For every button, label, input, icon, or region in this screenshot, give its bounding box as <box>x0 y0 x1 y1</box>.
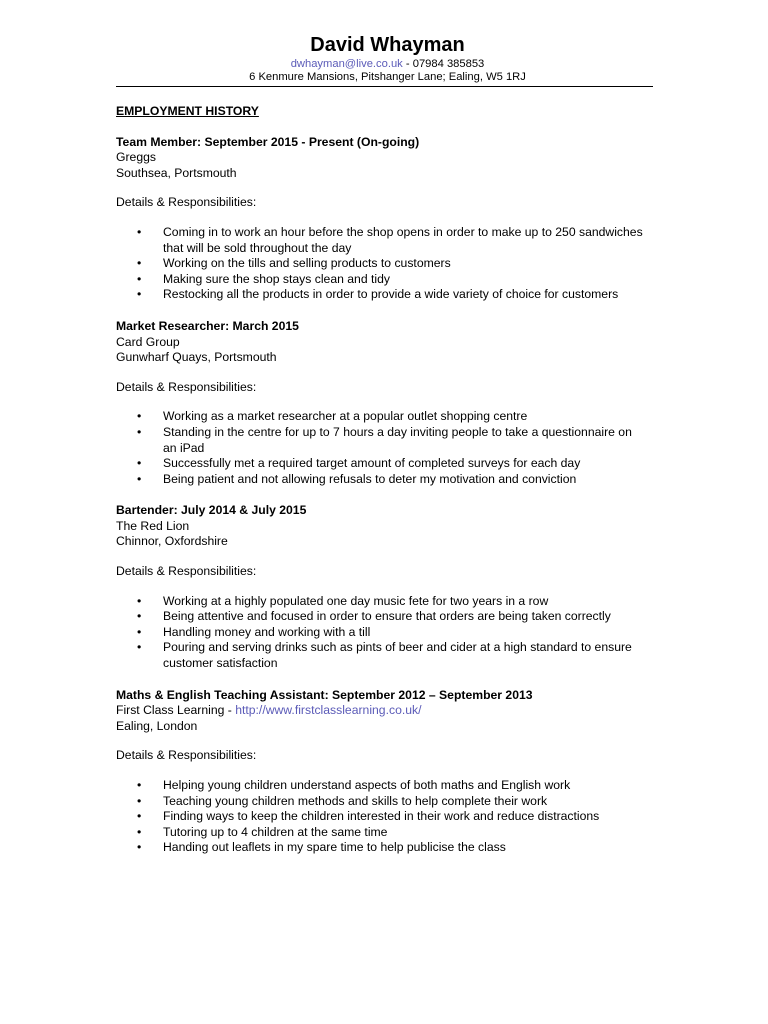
job-company: Greggs <box>116 150 156 165</box>
details-label: Details & Responsibilities: <box>116 748 257 763</box>
job-title: Maths & English Teaching Assistant: September 2012 – September 2013 <box>116 687 533 702</box>
bullet-icon: • <box>137 624 142 639</box>
list-item: • Being patient and not allowing refusals to deter my motivation and conviction <box>137 471 577 486</box>
list-item: • Coming in to work an hour before the shop opens in order to make up to 250 sandwiches that will be sold throughout the day <box>137 224 643 255</box>
details-label: Details & Responsibilities: <box>116 195 257 210</box>
header-divider <box>116 86 653 87</box>
bullet-icon: • <box>137 256 142 271</box>
list-item: • Finding ways to keep the children interested in their work and reduce distractions <box>137 809 600 824</box>
bullet-icon: • <box>137 840 142 855</box>
contact-separator: - <box>402 58 413 70</box>
bullet-icon: • <box>137 640 142 655</box>
duties-list <box>116 225 653 303</box>
list-item: • Working as a market researcher at a popular outlet shopping centre <box>137 409 528 424</box>
job-title: Market Researcher: March 2015 <box>116 318 299 333</box>
job-title: Team Member: September 2015 - Present (On-going) <box>116 134 420 149</box>
job-location: Chinnor, Oxfordshire <box>116 534 228 549</box>
list-item: • Making sure the shop stays clean and tidy <box>137 271 390 286</box>
bullet-icon: • <box>137 424 142 439</box>
bullet-icon: • <box>137 287 142 302</box>
list-item: • Working on the tills and selling products to customers <box>137 256 451 271</box>
bullet-icon: • <box>137 456 142 471</box>
job-company: Card Group <box>116 334 180 349</box>
job-entry <box>116 135 653 303</box>
job-entry <box>116 319 653 487</box>
job-location: Ealing, London <box>116 718 198 733</box>
list-item: • Teaching young children methods and skills to help complete their work <box>137 793 548 808</box>
bullet-icon: • <box>137 609 142 624</box>
job-entry <box>116 503 653 671</box>
list-item: • Being attentive and focused in order to ensure that orders are being taken correctly <box>137 609 611 624</box>
list-item: • Pouring and serving drinks such as pints of beer and cider at a high standard to ensure customer satisfaction <box>137 640 632 671</box>
duties-list <box>116 778 653 856</box>
bullet-icon: • <box>137 471 142 486</box>
bullet-icon: • <box>137 271 142 286</box>
bullet-icon: • <box>137 809 142 824</box>
duties-list <box>116 594 653 672</box>
details-label: Details & Responsibilities: <box>116 564 257 579</box>
list-item: • Tutoring up to 4 children at the same time <box>137 824 388 839</box>
email-link[interactable]: dwhayman@live.co.uk <box>290 58 403 70</box>
list-item: • Successfully met a required target amount of completed surveys for each day <box>137 456 581 471</box>
section-heading-employment: EMPLOYMENT HISTORY <box>116 104 259 118</box>
resume-header <box>122 32 653 84</box>
bullet-icon: • <box>137 778 142 792</box>
company-website-link[interactable]: http://www.firstclasslearning.co.uk/ <box>235 703 422 718</box>
list-item: • Helping young children understand aspects of both maths and English work <box>137 778 571 792</box>
job-company: The Red Lion <box>116 518 190 533</box>
bullet-icon: • <box>137 224 142 239</box>
candidate-name: David Whayman <box>310 34 465 56</box>
list-item: • Restocking all the products in order to provide a wide variety of choice for customers <box>137 287 619 302</box>
list-item: • Handling money and working with a till <box>137 624 371 639</box>
resume-page <box>116 32 653 872</box>
bullet-icon: • <box>137 824 142 839</box>
bullet-icon: • <box>137 593 142 608</box>
job-company: First Class Learning - http://www.firstclasslearning.co.uk/ <box>116 703 422 718</box>
job-title: Bartender: July 2014 & July 2015 <box>116 503 307 518</box>
list-item: • Working at a highly populated one day music fete for two years in a row <box>137 593 549 608</box>
duties-list <box>116 409 653 487</box>
job-location: Gunwharf Quays, Portsmouth <box>116 350 277 365</box>
phone-number: 07984 385853 <box>412 58 485 70</box>
list-item: • Handing out leaflets in my spare time to help publicise the class <box>137 840 506 855</box>
job-entry <box>116 688 653 856</box>
job-location: Southsea, Portsmouth <box>116 165 237 180</box>
bullet-icon: • <box>137 409 142 424</box>
address-line: 6 Kenmure Mansions, Pitshanger Lane; Ealing, W5 1RJ <box>249 71 526 83</box>
bullet-icon: • <box>137 793 142 808</box>
contact-line <box>122 58 653 71</box>
list-item: • Standing in the centre for up to 7 hours a day inviting people to take a questionnaire on an iPad <box>137 424 632 455</box>
details-label: Details & Responsibilities: <box>116 379 257 394</box>
